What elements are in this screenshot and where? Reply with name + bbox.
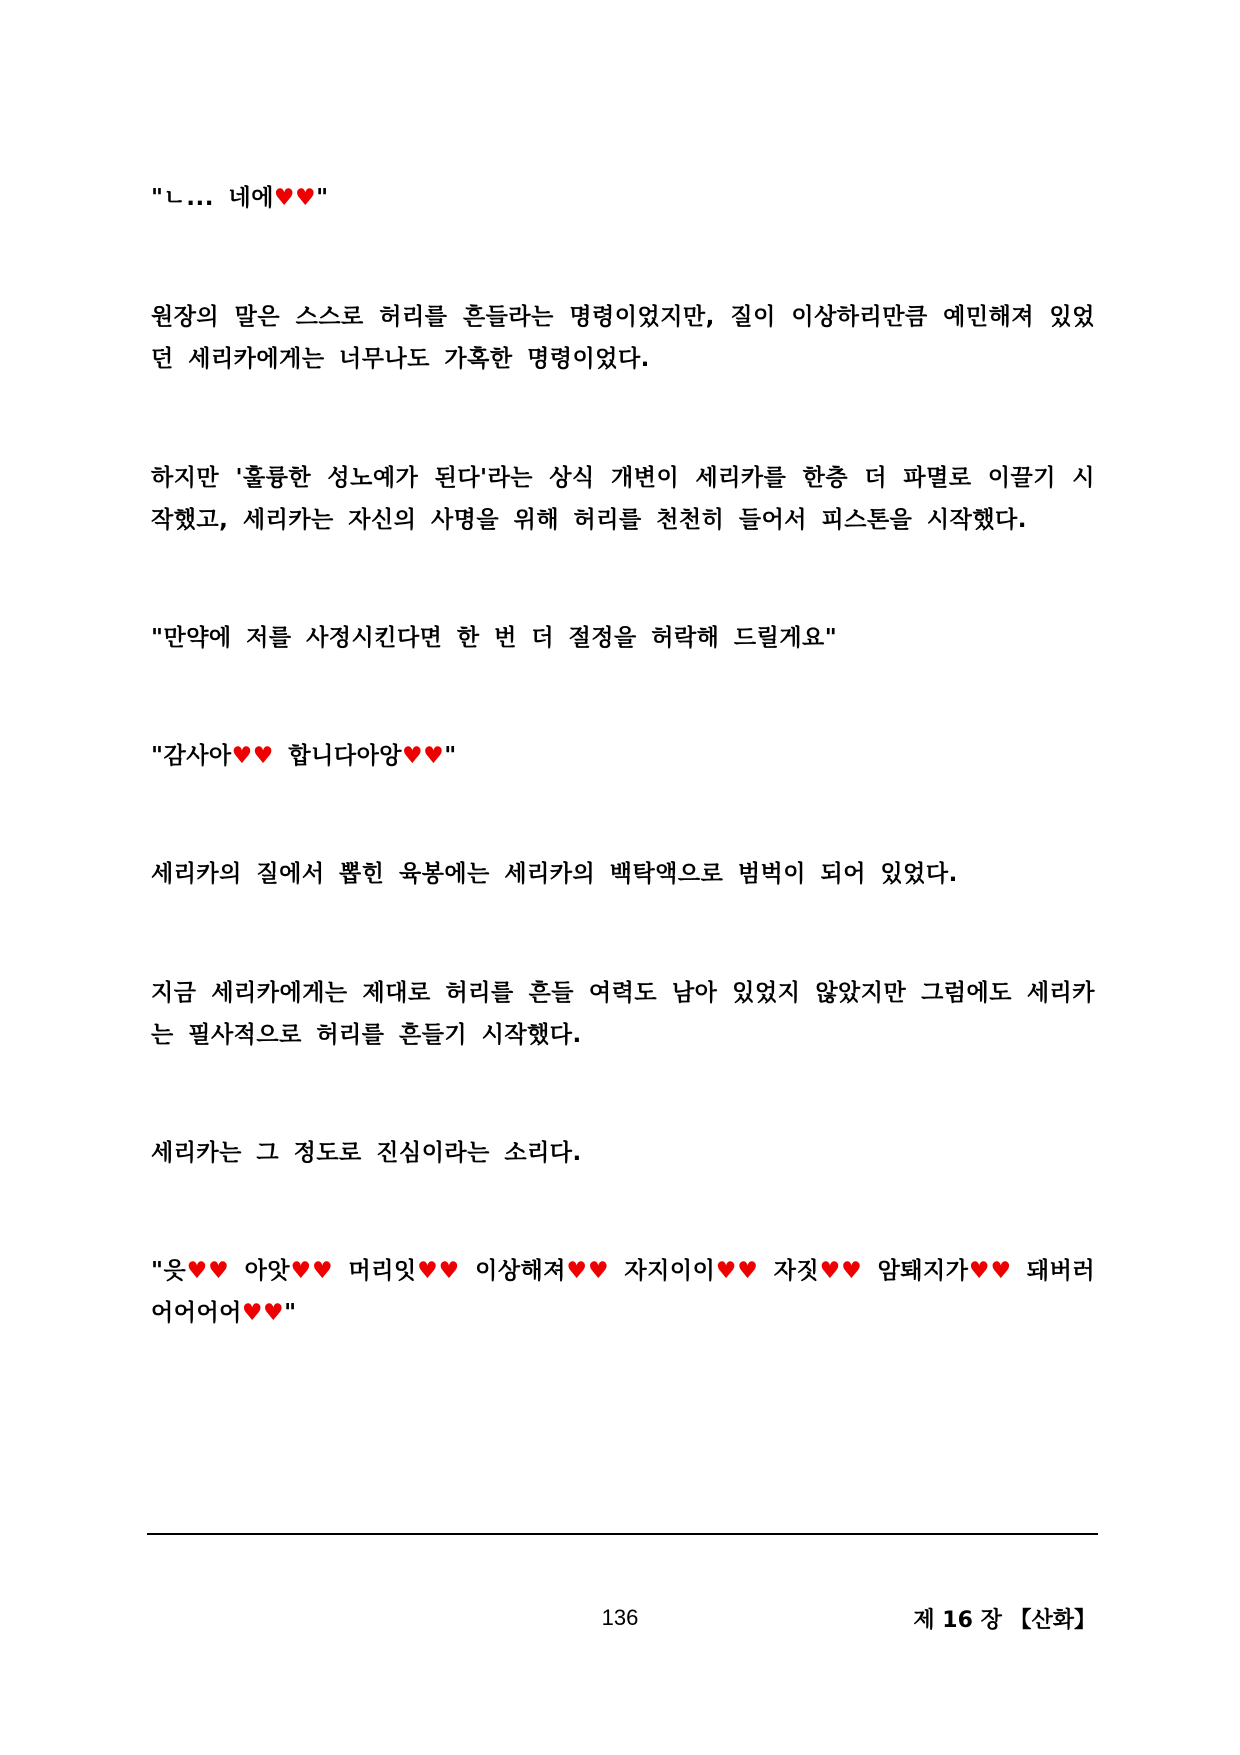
heart-icon: ♥: [208, 1258, 230, 1284]
heart-icon: ♥: [990, 1258, 1012, 1284]
chapter-label: 제 16 장 【산화】: [913, 1608, 1096, 1633]
paragraph-7: 지금 세리카에게는 제대로 허리를 흔들 여력도 남아 있었지 않았지만 그럼에도 세리카는 필사적으로 허리를 흔들기 시작했다.: [151, 980, 1095, 1048]
paragraph-5: "감사아♥♥ 합니다아앙♥♥": [151, 743, 457, 769]
paragraph-1: "ㄴ... 네에♥♥": [151, 185, 329, 211]
heart-icon: ♥: [423, 743, 445, 769]
heart-icon: ♥: [290, 1258, 313, 1284]
heart-icon: ♥: [241, 1300, 263, 1326]
heart-icon: ♥: [416, 1258, 439, 1284]
paragraph-6: 세리카의 질에서 뽑힌 육봉에는 세리카의 백탁액으로 범벅이 되어 있었다.: [151, 861, 958, 887]
heart-icon: ♥: [438, 1258, 461, 1284]
heart-icon: ♥: [587, 1258, 610, 1284]
heart-icon: ♥: [273, 185, 296, 211]
heart-icon: ♥: [819, 1258, 842, 1284]
paragraph-3: 하지만 '훌륭한 성노예가 된다'라는 상식 개변이 세리카를 한층 더 파멸로 이끌기 시작했고, 세리카는 자신의 사명을 위해 허리를 천천히 들어서 피스톤을 시작했다.: [151, 465, 1095, 533]
heart-icon: ♥: [737, 1258, 759, 1284]
heart-icon: ♥: [186, 1258, 209, 1284]
heart-icon: ♥: [841, 1258, 863, 1284]
heart-icon: ♥: [263, 1300, 285, 1326]
paragraph-9: "읏♥♥ 아앗♥♥ 머리잇♥♥ 이상해져♥♥ 자지이이♥♥ 자짓♥♥ 암퇘지가♥♥ 돼버러어어어어♥♥": [151, 1258, 1096, 1326]
heart-icon: ♥: [968, 1258, 991, 1284]
page-number: 136: [601, 1605, 639, 1630]
heart-icon: ♥: [715, 1258, 738, 1284]
heart-icon: ♥: [252, 743, 274, 769]
heart-icon: ♥: [312, 1258, 334, 1284]
heart-icon: ♥: [402, 743, 424, 769]
heart-icon: ♥: [565, 1258, 588, 1284]
paragraph-8: 세리카는 그 정도로 진심이라는 소리다.: [151, 1140, 582, 1166]
heart-icon: ♥: [231, 743, 253, 769]
paragraph-4: "만약에 저를 사정시킨다면 한 번 더 절정을 허락해 드릴게요": [151, 625, 838, 651]
paragraph-2: 원장의 말은 스스로 허리를 흔들라는 명령이었지만, 질이 이상하리만큼 예민해져 있었던 세리카에게는 너무나도 가혹한 명령이었다.: [151, 304, 1095, 372]
footer-divider: [147, 1533, 1098, 1535]
heart-icon: ♥: [295, 185, 317, 211]
